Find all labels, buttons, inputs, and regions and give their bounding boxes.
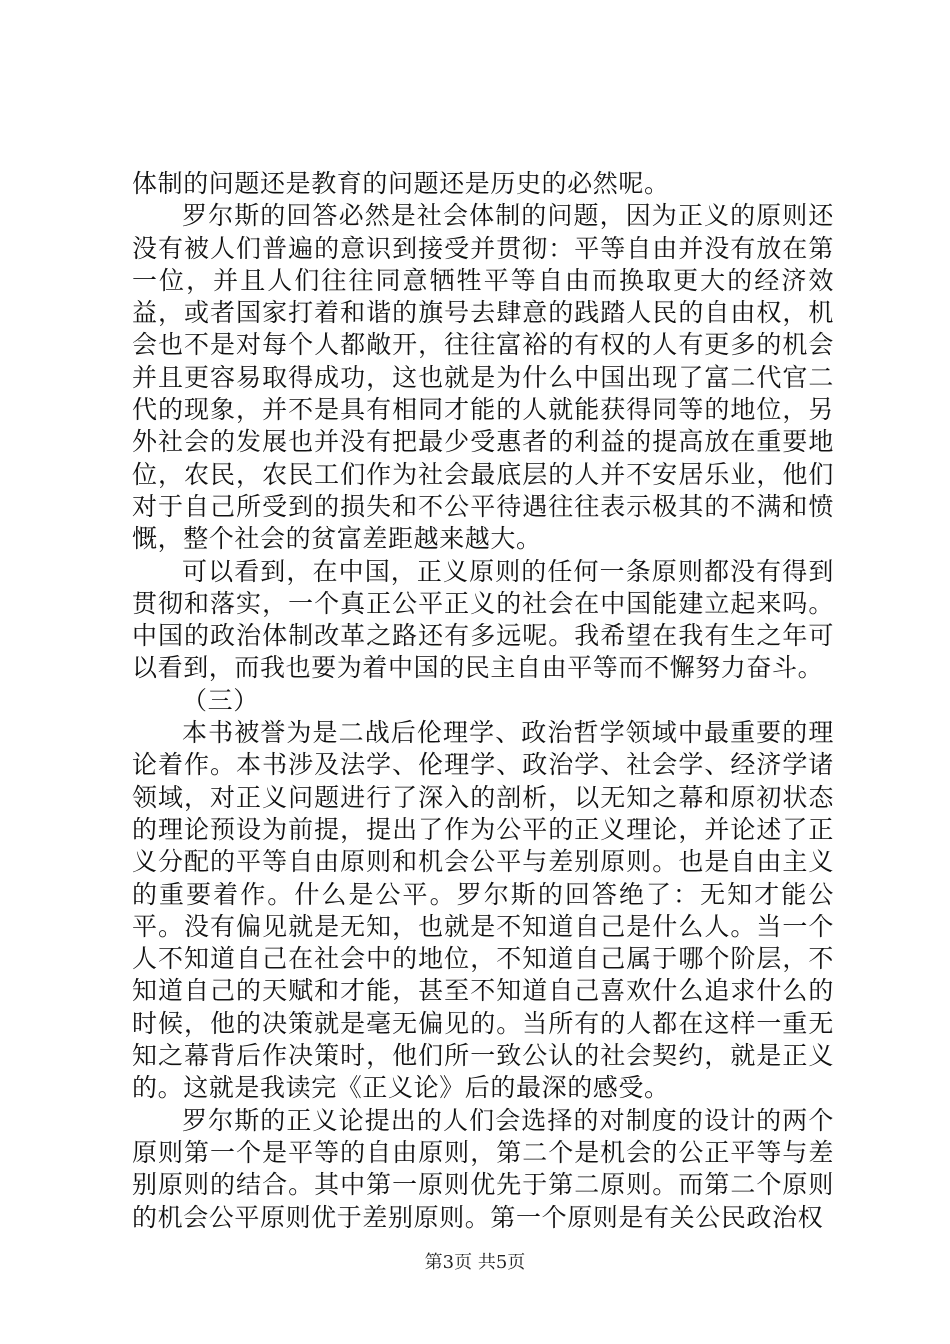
paragraph-book-review: 本书被誉为是二战后伦理学、政治哲学领域中最重要的理论着作。本书涉及法学、伦理学、政治学、社会学、经济学诸领域，对正义问题进行了深入的剖析，以无知之幕和原初状态的理论预设为前提，提出了作为公平的正义理论，并论述了正义分配的平等自由原则和机会公平与差别原则。也是自由主义的重要着作。什么是公平。罗尔斯的回答绝了：无知才能公平。没有偏见就是无知，也就是不知道自己是什么人。当一个人不知道自己在社会中的地位，不知道自己属于哪个阶层，不知道自己的天赋和才能，甚至不知道自己喜欢什么追求什么的时候，他的决策就是毫无偏见的。当所有的人都在这样一重无知之幕背后作决策时，他们所一致公认的社会契约，就是正义的。这就是我读完《正义论》后的最深的感受。: [132, 718, 834, 1103]
paragraph-rawls-answer: 罗尔斯的回答必然是社会体制的问题，因为正义的原则还没有被人们普遍的意识到接受并贯彻：平等自由并没有放在第一位，并且人们往往同意牺牲平等自由而换取更大的经济效益，或者国家打着和谐的旗号去肆意的践踏人民的自由权，机会也不是对每个人都敞开，往往富裕的有权的人有更多的机会并且更容易取得成功，这也就是为什么中国出现了富二代官二代的现象，并不是具有相同才能的人就能获得同等的地位，另外社会的发展也并没有把最少受惠者的利益的提高放在重要地位，农民，农民工们作为社会最底层的人并不安居乐业，他们对于自己所受到的损失和不公平待遇往往表示极其的不满和愤慨，整个社会的贫富差距越来越大。: [132, 201, 834, 554]
section-heading-three: （三）: [182, 685, 259, 715]
page-footer: 第3页 共5页: [424, 1252, 526, 1273]
body-text: [132, 168, 834, 1234]
paragraph-two-principles: 罗尔斯的正义论提出的人们会选择的对制度的设计的两个原则第一个是平等的自由原则，第二个是机会的公正平等与差别原则的结合。其中第一原则优先于第二原则。而第二个原则的机会公平原则优于差别原则。第一个原则是有关公民政治权: [132, 1105, 834, 1232]
paragraph-continuation: 体制的问题还是教育的问题还是历史的必然呢。: [132, 169, 670, 198]
paragraph-china-justice: 可以看到，在中国，正义原则的任何一条原则都没有得到贯彻和落实，一个真正公平正义的社会在中国能建立起来吗。中国的政治体制改革之路还有多远呢。我希望在我有生之年可以看到，而我也要为着中国的民主自由平等而不懈努力奋斗。: [132, 556, 834, 683]
